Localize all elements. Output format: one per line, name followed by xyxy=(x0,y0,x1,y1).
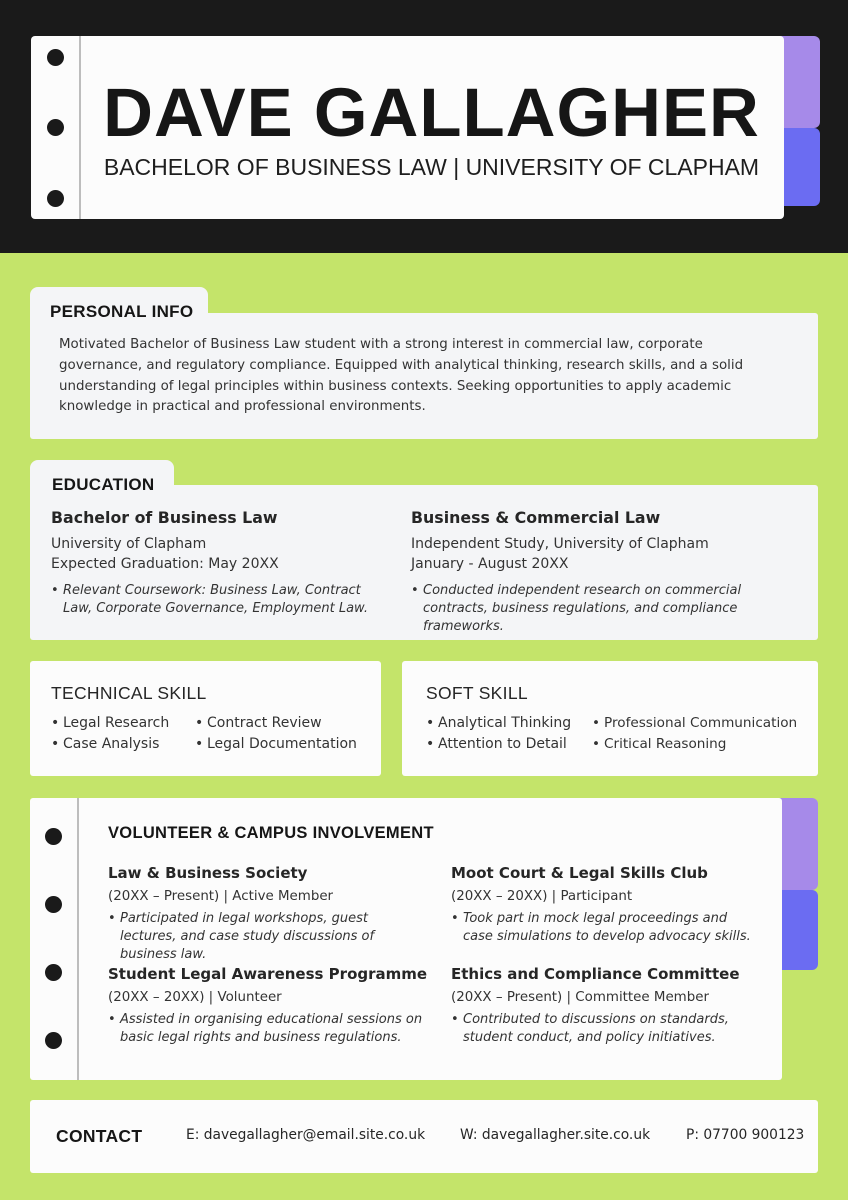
volunteer-role-meta: (20XX – Present) | Committee Member xyxy=(451,990,709,1005)
skill-item: • Attention to Detail xyxy=(426,734,571,755)
soft-skill-list xyxy=(426,713,571,755)
soft-skill-title: SOFT SKILL xyxy=(426,683,528,703)
education-degree: Business & Commercial Law xyxy=(411,508,661,527)
education-institution: University of Clapham xyxy=(51,536,207,552)
volunteer-role-bullet: • Took part in mock legal proceedings and case simulations to develop advocacy skills. xyxy=(451,910,761,946)
volunteer-role-bullet: • Participated in legal workshops, guest lectures, and case study discussions of business law. xyxy=(108,910,428,964)
soft-skill-list xyxy=(592,713,797,755)
volunteer-role-bullet: • Assisted in organising educational sessions on basic legal rights and business regulations. xyxy=(108,1011,428,1047)
volunteer-entry xyxy=(451,965,761,1047)
binder-hole xyxy=(45,828,62,845)
volunteer-role-bullet: • Contributed to discussions on standards, student conduct, and policy initiatives. xyxy=(451,1011,761,1047)
candidate-subtitle: BACHELOR OF BUSINESS LAW | UNIVERSITY OF CLAPHAM xyxy=(103,154,760,180)
education-date: January - August 20XX xyxy=(411,555,569,572)
volunteer-entry xyxy=(108,864,428,964)
education-entry xyxy=(411,508,801,636)
contact-title: CONTACT xyxy=(56,1126,143,1146)
technical-skill-title: TECHNICAL SKILL xyxy=(51,683,207,703)
personal-info-text: Motivated Bachelor of Business Law student with a strong interest in commercial law, corporate governance, and regulatory compliance. Equipped with analytical thinking, research skills, and a solid understanding of legal principles within business contexts. Seeking opportunities to apply academic knowledge in practical and professional environments. xyxy=(59,337,744,415)
education-bullet: • Relevant Coursework: Business Law, Contract Law, Corporate Governance, Employment Law. xyxy=(51,582,381,618)
volunteer-role-heading: Student Legal Awareness Programme xyxy=(108,965,428,983)
volunteer-role-heading: Moot Court & Legal Skills Club xyxy=(451,864,708,882)
education-title: EDUCATION xyxy=(52,475,155,494)
education-institution: Independent Study, University of Clapham xyxy=(411,536,709,552)
education-degree: Bachelor of Business Law xyxy=(51,508,278,527)
education-bullet: • Conducted independent research on commercial contracts, business regulations, and compliance frameworks. xyxy=(411,582,801,636)
binder-hole xyxy=(47,190,64,207)
skill-item: • Professional Communication xyxy=(592,713,797,734)
skill-item: • Legal Research xyxy=(51,713,169,734)
volunteer-role-meta: (20XX – 20XX) | Volunteer xyxy=(108,990,282,1005)
volunteer-role-meta: (20XX – Present) | Active Member xyxy=(108,889,334,904)
technical-skill-list xyxy=(195,713,357,755)
binder-hole xyxy=(45,896,62,913)
volunteer-title: VOLUNTEER & CAMPUS INVOLVEMENT xyxy=(108,824,434,842)
personal-info-title: PERSONAL INFO xyxy=(50,302,194,321)
binder-line xyxy=(77,798,79,1080)
contact-phone[interactable]: P: 07700 900123 xyxy=(686,1127,805,1143)
technical-skill-list xyxy=(51,713,169,755)
skill-item: • Analytical Thinking xyxy=(426,713,571,734)
contact-website[interactable]: W: davegallagher.site.co.uk xyxy=(460,1127,651,1143)
contact-email[interactable]: E: davegallagher@email.site.co.uk xyxy=(186,1127,426,1143)
volunteer-entry xyxy=(451,864,761,946)
volunteer-entry xyxy=(108,965,428,1047)
education-entry xyxy=(51,508,381,618)
education-date: Expected Graduation: May 20XX xyxy=(51,555,279,572)
candidate-name: DAVE GALLAGHER xyxy=(103,74,760,151)
volunteer-role-heading: Ethics and Compliance Committee xyxy=(451,965,740,983)
volunteer-role-meta: (20XX – 20XX) | Participant xyxy=(451,889,633,904)
binder-hole xyxy=(47,119,64,136)
skill-item: • Contract Review xyxy=(195,713,357,734)
skill-item: • Critical Reasoning xyxy=(592,734,797,755)
skill-item: • Legal Documentation xyxy=(195,734,357,755)
binder-hole xyxy=(47,49,64,66)
binder-hole xyxy=(45,964,62,981)
volunteer-role-heading: Law & Business Society xyxy=(108,864,308,882)
skill-item: • Case Analysis xyxy=(51,734,169,755)
binder-hole xyxy=(45,1032,62,1049)
header-card xyxy=(31,36,784,219)
